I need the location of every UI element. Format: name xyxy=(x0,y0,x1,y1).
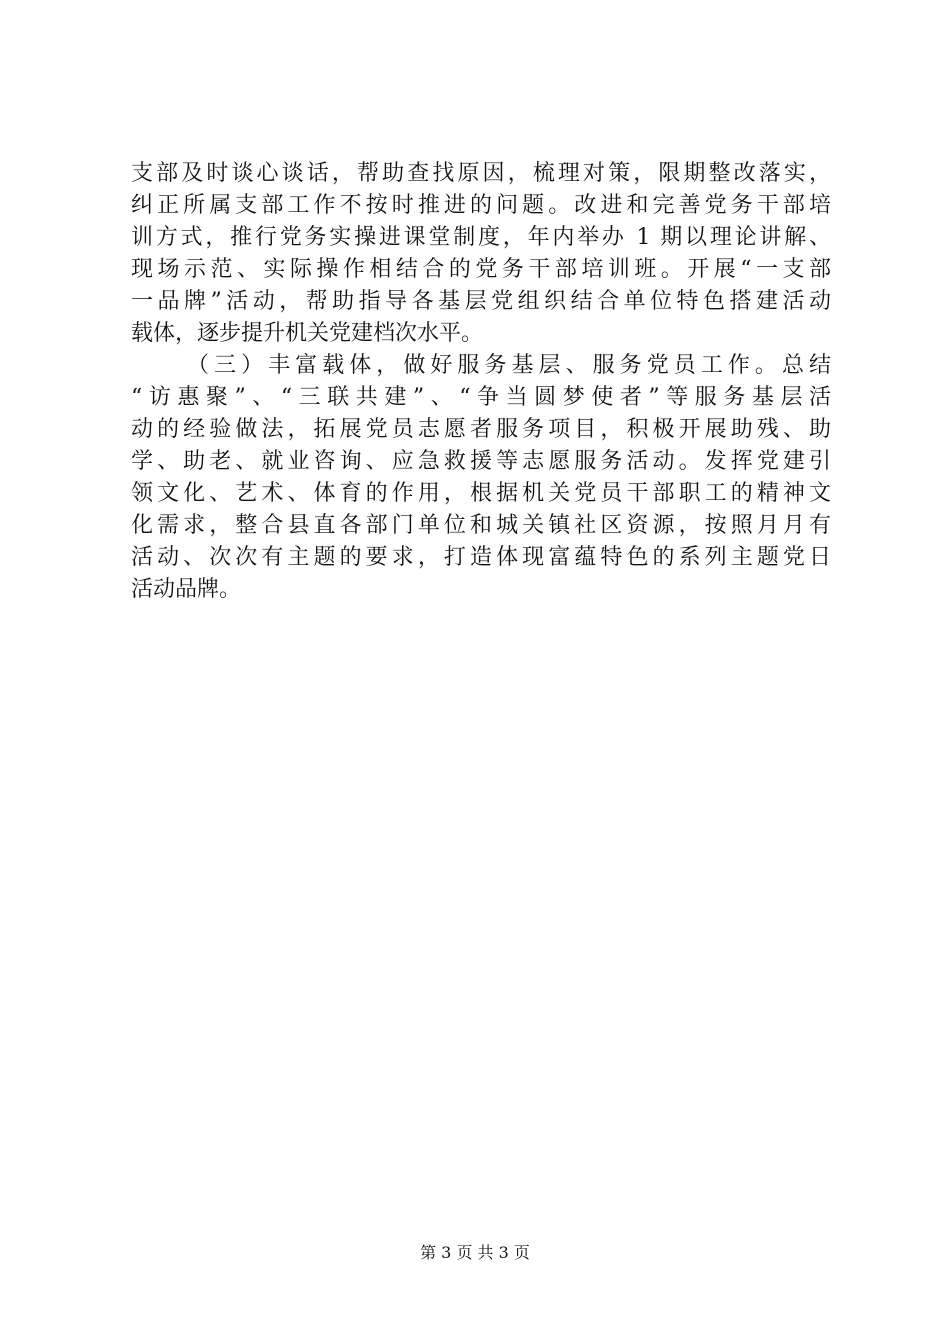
paragraph-line: 载体，逐步提升机关党建档次水平。 xyxy=(131,321,484,346)
section-heading-line: （三）丰富载体，做好服务基层、服务党员工作。总结 xyxy=(187,353,831,378)
paragraph-line: “访惠聚”、“三联共建”、“争当圆梦使者”等服务基层活 xyxy=(131,385,831,410)
paragraph-line: 学、助老、就业咨询、应急救援等志愿服务活动。发挥党建引 xyxy=(131,449,831,474)
page-number-footer: 第 3 页 共 3 页 xyxy=(420,1243,530,1262)
paragraph-line: 领文化、艺术、体育的作用，根据机关党员干部职工的精神文 xyxy=(131,481,831,506)
paragraph-line: 活动、次次有主题的要求，打造体现富蕴特色的系列主题党日 xyxy=(131,545,831,570)
paragraph-line: 活动品牌。 xyxy=(131,577,242,602)
paragraph-line: 纠正所属支部工作不按时推进的问题。改进和完善党务干部培 xyxy=(131,193,831,218)
paragraph-line: 支部及时谈心谈话，帮助查找原因，梳理对策，限期整改落实， xyxy=(131,161,831,186)
document-body xyxy=(131,158,831,606)
paragraph-line: 一品牌”活动，帮助指导各基层党组织结合单位特色搭建活动 xyxy=(131,289,831,314)
paragraph-line: 动的经验做法，拓展党员志愿者服务项目，积极开展助残、助 xyxy=(131,417,831,442)
paragraph-line: 现场示范、实际操作相结合的党务干部培训班。开展“一支部 xyxy=(131,257,831,282)
paragraph-line: 化需求，整合县直各部门单位和城关镇社区资源，按照月月有 xyxy=(131,513,831,538)
paragraph-line: 训方式，推行党务实操进课堂制度，年内举办 1 期以理论讲解、 xyxy=(131,225,831,250)
